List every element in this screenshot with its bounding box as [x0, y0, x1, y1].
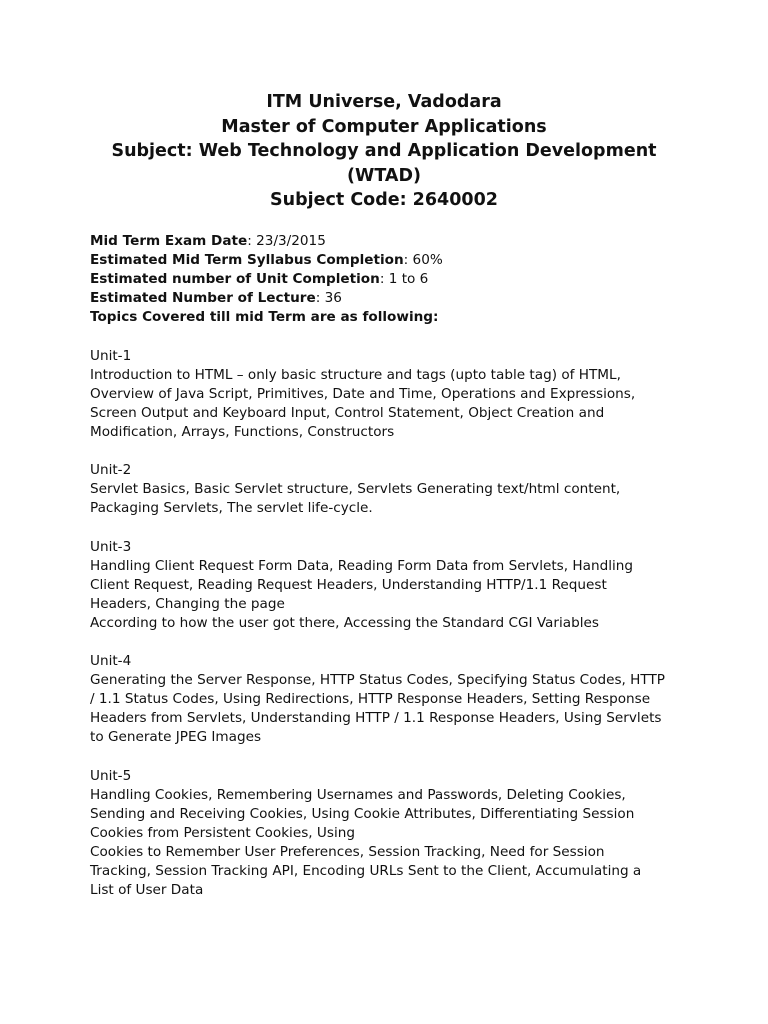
- institution-title: ITM Universe, Vadodara: [266, 92, 502, 112]
- unit-text-line: Screen Output and Keyboard Input, Control Statement, Object Creation and: [90, 404, 605, 421]
- unit-text-line: Introduction to HTML – only basic structure and tags (upto table tag) of HTML,: [90, 366, 621, 383]
- meta-label: Estimated Number of Lecture: [90, 290, 316, 307]
- unit-text-line: Sending and Receiving Cookies, Using Cookie Attributes, Differentiating Session: [90, 805, 635, 822]
- unit-text-line: Packaging Servlets, The servlet life-cycle.: [90, 500, 373, 517]
- unit-title: Unit-3: [90, 538, 132, 555]
- unit-text-line: Cookies from Persistent Cookies, Using: [90, 824, 355, 841]
- unit-text-line: to Generate JPEG Images: [90, 729, 262, 746]
- subject-code: Subject Code: 2640002: [270, 190, 498, 210]
- unit-title: Unit-4: [90, 653, 132, 670]
- meta-lecture-count: [90, 289, 690, 308]
- document-header: [0, 90, 768, 213]
- unit-text-line: List of User Data: [90, 882, 204, 899]
- unit-5-section: [90, 767, 690, 901]
- unit-text-line: Modification, Arrays, Functions, Constructors: [90, 423, 395, 440]
- unit-1-section: [90, 347, 690, 442]
- unit-text-line: Generating the Server Response, HTTP Status Codes, Specifying Status Codes, HTTP: [90, 672, 665, 689]
- meta-label: Estimated Mid Term Syllabus Completion: [90, 252, 404, 269]
- meta-exam-date: [90, 232, 690, 251]
- meta-value: : 23/3/2015: [247, 233, 326, 249]
- unit-text-line: Tracking, Session Tracking API, Encoding URLs Sent to the Client, Accumulating a: [90, 863, 642, 880]
- meta-unit-completion: [90, 270, 690, 289]
- unit-text-line: / 1.1 Status Codes, Using Redirections, HTTP Response Headers, Setting Response: [90, 691, 651, 708]
- unit-text-line: According to how the user got there, Accessing the Standard CGI Variables: [90, 614, 599, 631]
- unit-text-line: Headers from Servlets, Understanding HTTP / 1.1 Response Headers, Using Servlets: [90, 710, 662, 727]
- program-title: Master of Computer Applications: [221, 116, 547, 137]
- unit-text-line: Servlet Basics, Basic Servlet structure, Servlets Generating text/html content,: [90, 481, 621, 498]
- unit-title: Unit-2: [90, 462, 132, 479]
- topics-heading: Topics Covered till mid Term are as following:: [90, 309, 439, 326]
- meta-label: Estimated number of Unit Completion: [90, 271, 380, 288]
- unit-text-line: Cookies to Remember User Preferences, Session Tracking, Need for Session: [90, 844, 605, 860]
- subject-title-line-1: Subject: Web Technology and Application Development: [111, 141, 657, 161]
- unit-title: Unit-1: [90, 347, 132, 364]
- meta-value: : 60%: [403, 252, 443, 269]
- meta-value: : 1 to 6: [379, 271, 429, 288]
- unit-text-line: Handling Cookies, Remembering Usernames and Passwords, Deleting Cookies,: [90, 786, 626, 803]
- meta-syllabus-completion: [90, 251, 690, 270]
- unit-text-line: Handling Client Request Form Data, Reading Form Data from Servlets, Handling: [90, 557, 634, 574]
- unit-3-section: [90, 538, 690, 633]
- unit-text-line: Headers, Changing the page: [90, 595, 285, 612]
- meta-value: : 36: [315, 290, 342, 307]
- meta-label: Mid Term Exam Date: [90, 233, 248, 249]
- document-body: [90, 232, 690, 900]
- unit-title: Unit-5: [90, 767, 132, 784]
- unit-4-section: [90, 652, 690, 747]
- unit-2-section: [90, 461, 690, 518]
- unit-text-line: Overview of Java Script, Primitives, Date and Time, Operations and Expressions,: [90, 385, 636, 402]
- unit-text-line: Client Request, Reading Request Headers, Understanding HTTP/1.1 Request: [90, 576, 607, 593]
- subject-title-line-2: (WTAD): [347, 165, 421, 186]
